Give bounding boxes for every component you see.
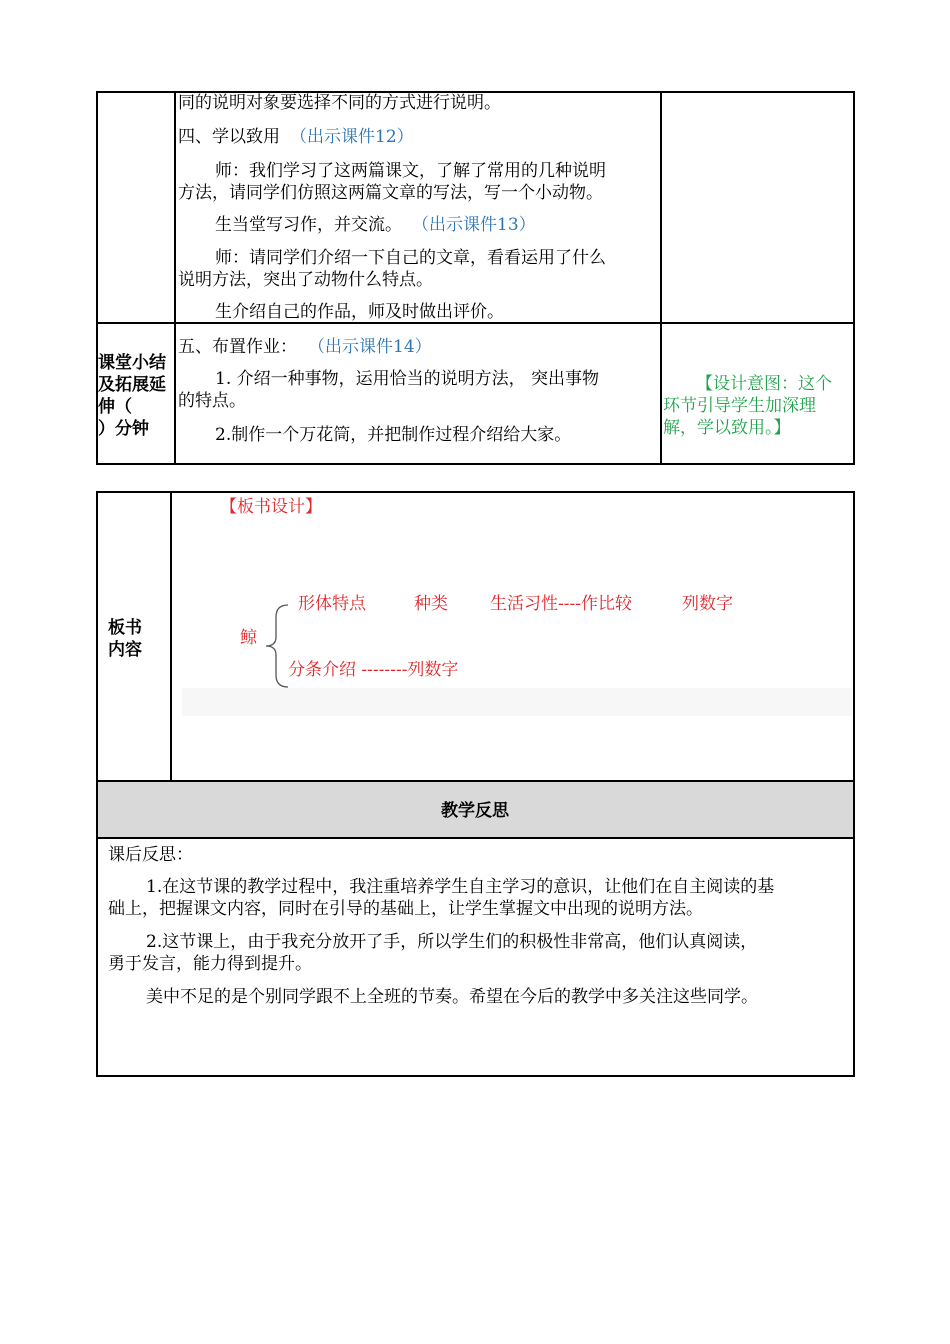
row1-line-4: 师：我们学习了这两篇课文，了解了常用的几种说明 [215, 161, 606, 181]
row1-line-1: 同的说明对象要选择不同的方式进行说明。 [178, 93, 501, 113]
board-branch2: 分条介绍 --------列数字 [288, 660, 459, 680]
board-branch1-numbers: 列数字 [682, 594, 733, 614]
design-intent-1: 【设计意图：这个 [696, 374, 832, 394]
board-branch1-shape: 形体特点 [298, 594, 366, 614]
reflection-intro: 课后反思： [108, 845, 193, 865]
homework-item-1: 1. 介绍一种事物，运用恰当的说明方法， 突出事物 [215, 369, 600, 389]
homework-item-1-cont: 的特点。 [178, 391, 246, 411]
reflection-line-1: 1.在这节课的教学过程中，我注重培养学生自主学习的意识，让他们在自主阅读的基 [146, 877, 775, 897]
row1-line-10: 生介绍自己的作品，师及时做出评价。 [215, 302, 504, 322]
row1-line-5: 方法，请同学们仿照这两篇文章的写法，写一个小动物。 [178, 183, 603, 203]
courseware-ref-13: （出示课件13） [412, 215, 536, 235]
design-intent-2: 环节引导学生加深理 [663, 396, 816, 416]
reflection-line-4: 勇于发言，能力得到提升。 [108, 954, 312, 974]
design-intent-3: 解，学以致用。】 [663, 418, 791, 438]
summary-label-1: 课堂小结 [98, 353, 166, 373]
row1-line-8: 师：请同学们介绍一下自己的文章，看看运用了什么 [215, 248, 606, 268]
homework-item-2: 2.制作一个万花筒，并把制作过程介绍给大家。 [215, 425, 572, 445]
curly-brace-icon [262, 603, 292, 689]
row1-line-6: 生当堂写习作，并交流。 [215, 215, 402, 235]
board-root-word: 鲸 [240, 628, 257, 648]
courseware-ref-12: （出示课件12） [290, 127, 414, 147]
reflection-line-2: 础上，把握课文内容，同时在引导的基础上，让学生掌握文中出现的说明方法。 [108, 899, 703, 919]
reflection-line-5: 美中不足的是个别同学跟不上全班的节奏。希望在今后的教学中多关注这些同学。 [146, 987, 758, 1007]
summary-label-4: ）分钟 [98, 419, 149, 439]
summary-label-2: 及拓展延 [98, 375, 166, 395]
section-heading-4: 四、学以致用 [178, 127, 280, 147]
reflection-header: 教学反思 [441, 801, 509, 821]
board-branch1-habits: 生活习性----作比较 [490, 594, 632, 614]
board-title: 【板书设计】 [220, 497, 322, 517]
board-area-shade [182, 688, 852, 716]
row1-line-9: 说明方法，突出了动物什么特点。 [178, 270, 433, 290]
board-label-2: 内容 [108, 640, 142, 660]
reflection-line-3: 2.这节课上，由于我充分放开了手，所以学生们的积极性非常高，他们认真阅读， [146, 932, 758, 952]
section-heading-5: 五、布置作业： [178, 337, 297, 357]
board-label-1: 板书 [108, 618, 142, 638]
board-branch1-kinds: 种类 [414, 594, 448, 614]
courseware-ref-14: （出示课件14） [308, 337, 432, 357]
summary-label-3: 伸（ [98, 397, 132, 417]
